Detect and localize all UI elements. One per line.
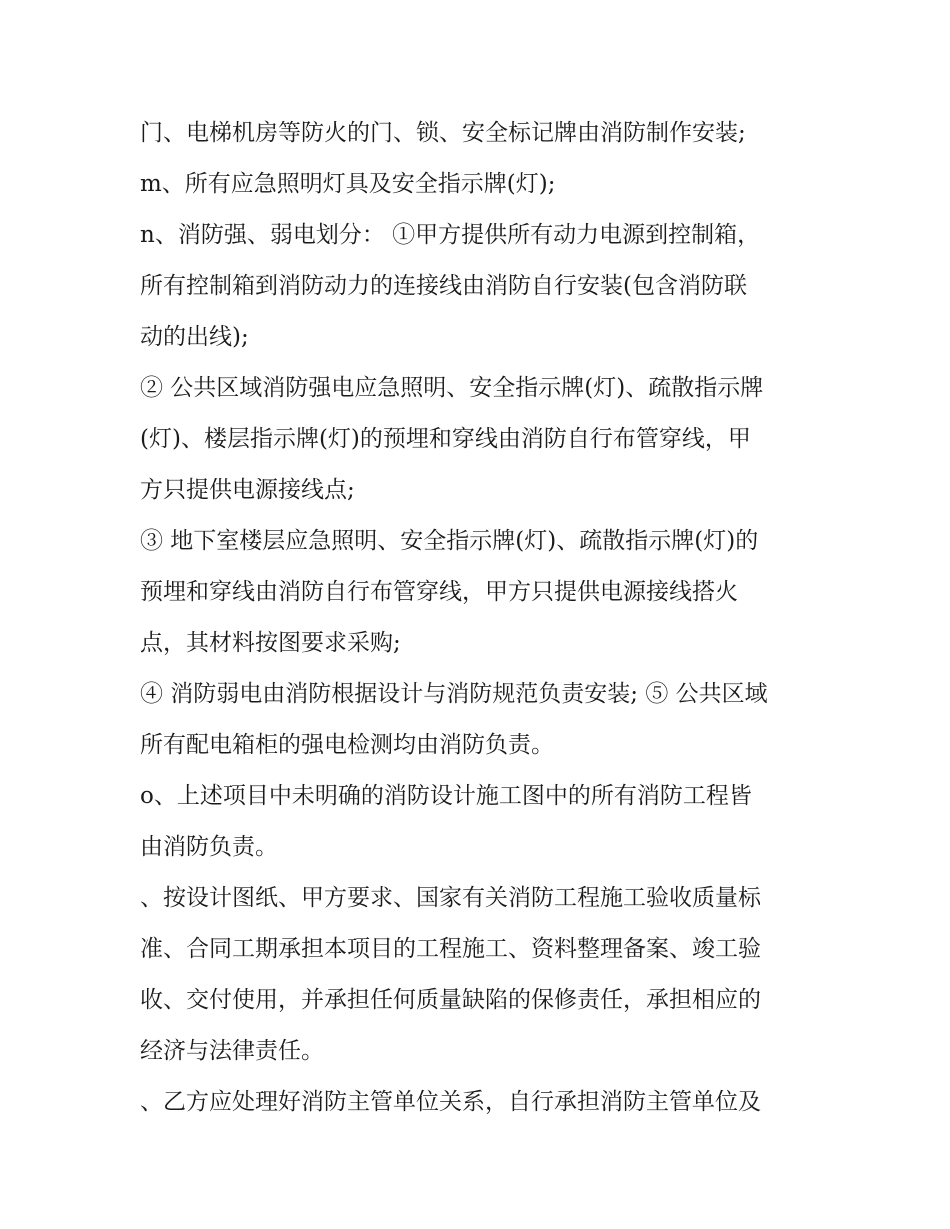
text-line: n、消防强、弱电划分： ①甲方提供所有动力电源到控制箱， <box>140 222 761 248</box>
document-body <box>140 108 820 1128</box>
text-line: 、乙方应处理好消防主管单位关系，自行承担消防主管单位及 <box>140 1089 761 1115</box>
text-line: ③ 地下室楼层应急照明、安全指示牌(灯)、疏散指示牌(灯)的 <box>140 528 759 554</box>
text-line: 、按设计图纸、甲方要求、国家有关消防工程施工验收质量标 <box>140 885 761 911</box>
text-line: 收、交付使用，并承担任何质量缺陷的保修责任，承担相应的 <box>140 987 761 1013</box>
text-line: (灯)、楼层指示牌(灯)的预埋和穿线由消防自行布管穿线，甲 <box>140 426 751 452</box>
text-line: 预埋和穿线由消防自行布管穿线，甲方只提供电源接线搭火 <box>140 579 738 605</box>
text-line: 点，其材料按图要求采购; <box>140 630 401 656</box>
text-line: 方只提供电源接线点; <box>140 477 355 503</box>
text-line: o、上述项目中未明确的消防设计施工图中的所有消防工程皆 <box>140 783 752 809</box>
text-line: 准、合同工期承担本项目的工程施工、资料整理备案、竣工验 <box>140 936 761 962</box>
text-line: 经济与法律责任。 <box>140 1038 324 1064</box>
text-line: ④ 消防弱电由消防根据设计与消防规范负责安装; ⑤ 公共区域 <box>140 681 768 707</box>
text-line: 门、电梯机房等防火的门、锁、安全标记牌由消防制作安装; <box>140 120 746 146</box>
text-line: 所有控制箱到消防动力的连接线由消防自行安装(包含消防联 <box>140 273 747 299</box>
text-line: m、所有应急照明灯具及安全指示牌(灯); <box>140 171 556 197</box>
text-line: ② 公共区域消防强电应急照明、安全指示牌(灯)、疏散指示牌 <box>140 375 764 401</box>
text-line: 动的出线); <box>140 324 249 350</box>
text-line: 由消防负责。 <box>140 834 278 860</box>
text-line: 所有配电箱柜的强电检测均由消防负责。 <box>140 732 554 758</box>
